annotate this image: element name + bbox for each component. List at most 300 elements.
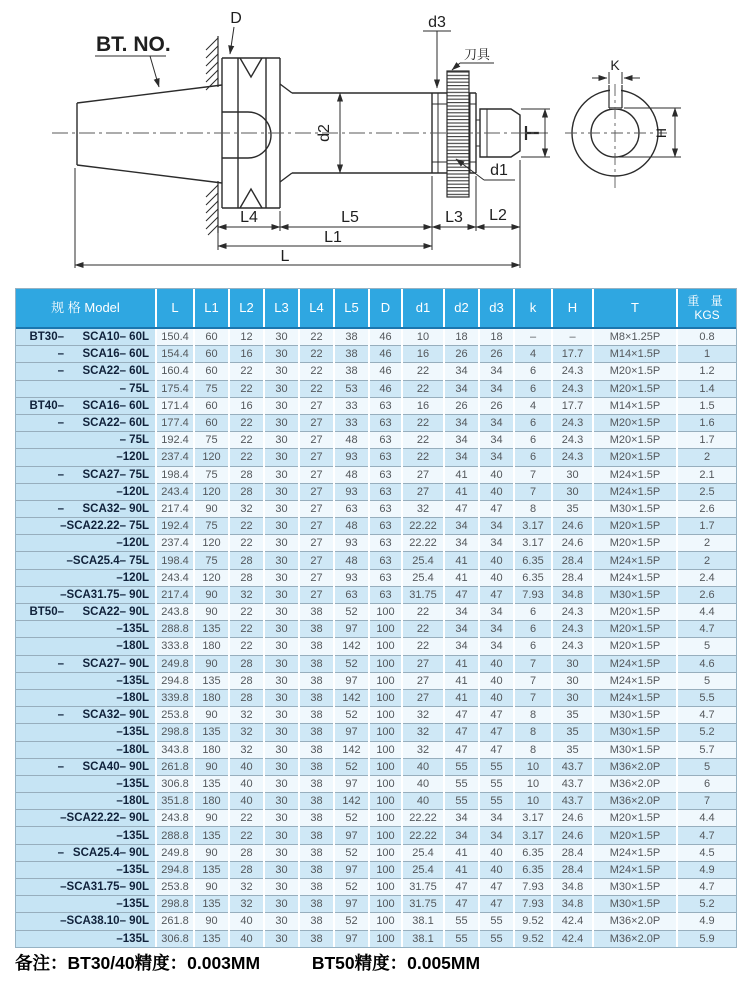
value-cell: 90: [194, 913, 229, 930]
value-cell: 34: [444, 414, 479, 431]
col-header-d1: d1: [402, 289, 444, 328]
value-cell: 2.6: [677, 586, 736, 603]
value-cell: 160.4: [156, 363, 194, 380]
value-cell: 25.4: [402, 861, 444, 878]
value-cell: 47: [444, 724, 479, 741]
dim-label-K: K: [610, 57, 620, 73]
weight-unit-label: KGS: [694, 308, 720, 322]
value-cell: 9.52: [514, 913, 552, 930]
value-cell: 63: [334, 500, 369, 517]
col-header-d3: d3: [479, 289, 514, 328]
value-cell: 38: [299, 930, 334, 947]
value-cell: 30: [264, 741, 299, 758]
value-cell: 30: [264, 500, 299, 517]
value-cell: 100: [369, 707, 402, 724]
value-cell: M24×1.5P: [593, 689, 677, 706]
model-name: SCA27– 75L: [82, 468, 149, 481]
value-cell: 6: [514, 604, 552, 621]
value-cell: 55: [444, 758, 479, 775]
value-cell: 34: [444, 380, 479, 397]
value-cell: 38: [334, 328, 369, 346]
value-cell: 217.4: [156, 586, 194, 603]
model-name: –120L: [116, 571, 149, 584]
value-cell: 5.2: [677, 724, 736, 741]
value-cell: 180: [194, 689, 229, 706]
value-cell: 180: [194, 741, 229, 758]
value-cell: 25.4: [402, 552, 444, 569]
value-cell: 1.7: [677, 432, 736, 449]
table-row: [16, 655, 736, 672]
table-row: [16, 483, 736, 500]
value-cell: 41: [444, 672, 479, 689]
model-name: SCA22– 90L: [82, 606, 149, 619]
value-cell: 237.4: [156, 449, 194, 466]
model-name: SCA22– 60L: [82, 417, 149, 430]
value-cell: 28: [229, 483, 264, 500]
table-row: [16, 672, 736, 689]
value-cell: 34: [479, 810, 514, 827]
model-name: SCA32– 90L: [82, 502, 149, 515]
value-cell: 34: [479, 449, 514, 466]
value-cell: 34: [444, 638, 479, 655]
value-cell: 28.4: [552, 844, 593, 861]
value-cell: 30: [264, 569, 299, 586]
model-cell: [16, 844, 156, 861]
value-cell: 135: [194, 827, 229, 844]
value-cell: 120: [194, 569, 229, 586]
value-cell: 10: [514, 758, 552, 775]
value-cell: 5: [677, 638, 736, 655]
value-cell: 97: [334, 861, 369, 878]
model-cell: [16, 621, 156, 638]
value-cell: 55: [444, 913, 479, 930]
model-prefix: [16, 742, 64, 758]
value-cell: 90: [194, 500, 229, 517]
model-name: SCA25.4– 90L: [72, 846, 149, 859]
value-cell: 63: [369, 518, 402, 535]
value-cell: 22: [402, 414, 444, 431]
value-cell: 27: [299, 414, 334, 431]
value-cell: 28: [229, 689, 264, 706]
value-cell: 10: [514, 775, 552, 792]
value-cell: 7: [514, 466, 552, 483]
value-cell: 38.1: [402, 930, 444, 947]
value-cell: 52: [334, 707, 369, 724]
value-cell: M30×1.5P: [593, 500, 677, 517]
value-cell: 52: [334, 758, 369, 775]
value-cell: 47: [479, 879, 514, 896]
model-cell: [16, 449, 156, 466]
value-cell: 27: [299, 569, 334, 586]
model-prefix: –: [57, 468, 64, 481]
value-cell: 24.3: [552, 432, 593, 449]
model-prefix: [16, 793, 64, 809]
value-cell: 48: [334, 432, 369, 449]
value-cell: 40: [229, 913, 264, 930]
value-cell: M30×1.5P: [593, 707, 677, 724]
value-cell: 38: [299, 827, 334, 844]
value-cell: 4.4: [677, 604, 736, 621]
value-cell: 298.8: [156, 896, 194, 913]
value-cell: M24×1.5P: [593, 844, 677, 861]
value-cell: 27: [299, 586, 334, 603]
value-cell: 34: [444, 432, 479, 449]
value-cell: 93: [334, 569, 369, 586]
value-cell: 47: [479, 707, 514, 724]
dim-label-L4: L4: [240, 209, 258, 226]
table-row: [16, 913, 736, 930]
value-cell: 97: [334, 775, 369, 792]
value-cell: 32: [402, 724, 444, 741]
model-name: –180L: [116, 743, 149, 756]
value-cell: 100: [369, 638, 402, 655]
taper-cone: [77, 85, 222, 183]
model-name: –180L: [116, 692, 149, 705]
value-cell: 97: [334, 896, 369, 913]
value-cell: 3.17: [514, 535, 552, 552]
value-cell: 16: [402, 346, 444, 363]
value-cell: 7.93: [514, 896, 552, 913]
value-cell: 24.6: [552, 827, 593, 844]
model-cell: [16, 793, 156, 810]
value-cell: 63: [369, 586, 402, 603]
value-cell: 22.22: [402, 535, 444, 552]
model-cell: [16, 741, 156, 758]
value-cell: 90: [194, 586, 229, 603]
value-cell: 30: [264, 724, 299, 741]
value-cell: 34: [479, 827, 514, 844]
value-cell: 351.8: [156, 793, 194, 810]
value-cell: 63: [369, 483, 402, 500]
table-row: [16, 346, 736, 363]
model-name: –SCA31.75– 90L: [60, 881, 149, 894]
value-cell: 38: [299, 672, 334, 689]
value-cell: 28: [229, 861, 264, 878]
value-cell: 30: [264, 810, 299, 827]
value-cell: 294.8: [156, 861, 194, 878]
value-cell: 4.4: [677, 810, 736, 827]
col-header-k: k: [514, 289, 552, 328]
value-cell: 55: [479, 775, 514, 792]
value-cell: 30: [264, 689, 299, 706]
value-cell: 34: [479, 414, 514, 431]
model-prefix: [16, 381, 64, 397]
value-cell: M20×1.5P: [593, 638, 677, 655]
value-cell: 0.8: [677, 328, 736, 346]
model-cell: [16, 913, 156, 930]
value-cell: 3.17: [514, 518, 552, 535]
col-header-L4: L4: [299, 289, 334, 328]
value-cell: 52: [334, 913, 369, 930]
value-cell: 38: [299, 655, 334, 672]
value-cell: M30×1.5P: [593, 879, 677, 896]
value-cell: 90: [194, 810, 229, 827]
value-cell: 41: [444, 466, 479, 483]
value-cell: 6.35: [514, 569, 552, 586]
value-cell: 38: [299, 896, 334, 913]
model-cell: [16, 552, 156, 569]
model-prefix: –: [57, 657, 64, 670]
table-row: [16, 930, 736, 947]
model-cell: [16, 689, 156, 706]
model-cell: [16, 810, 156, 827]
value-cell: 24.3: [552, 414, 593, 431]
value-cell: 47: [479, 741, 514, 758]
value-cell: 38: [299, 604, 334, 621]
value-cell: 30: [264, 518, 299, 535]
value-cell: 28: [229, 569, 264, 586]
value-cell: 34.8: [552, 586, 593, 603]
value-cell: 1.4: [677, 380, 736, 397]
value-cell: 40: [229, 758, 264, 775]
value-cell: 100: [369, 879, 402, 896]
value-cell: 243.8: [156, 810, 194, 827]
value-cell: 22: [299, 328, 334, 346]
value-cell: 2.6: [677, 500, 736, 517]
value-cell: 288.8: [156, 827, 194, 844]
model-prefix: –: [57, 417, 64, 430]
value-cell: 30: [264, 397, 299, 414]
value-cell: 27: [402, 655, 444, 672]
value-cell: 2: [677, 552, 736, 569]
value-cell: 60: [194, 346, 229, 363]
value-cell: 27: [299, 535, 334, 552]
value-cell: M36×2.0P: [593, 775, 677, 792]
dim-label-d2: d2: [316, 124, 333, 142]
value-cell: 249.8: [156, 844, 194, 861]
value-cell: M20×1.5P: [593, 414, 677, 431]
value-cell: 30: [264, 380, 299, 397]
value-cell: 40: [479, 672, 514, 689]
model-name: – 75L: [119, 434, 149, 447]
value-cell: 22: [402, 363, 444, 380]
table-row: [16, 328, 736, 346]
value-cell: 63: [369, 569, 402, 586]
value-cell: 135: [194, 724, 229, 741]
value-cell: 142: [334, 638, 369, 655]
value-cell: 60: [194, 397, 229, 414]
value-cell: 100: [369, 827, 402, 844]
value-cell: 16: [402, 397, 444, 414]
value-cell: 34: [479, 535, 514, 552]
value-cell: 32: [402, 500, 444, 517]
value-cell: M24×1.5P: [593, 655, 677, 672]
model-cell: [16, 930, 156, 947]
value-cell: 31.75: [402, 879, 444, 896]
dim-label-L: L: [280, 248, 290, 265]
model-prefix: [16, 449, 64, 465]
value-cell: 5.7: [677, 741, 736, 758]
value-cell: 24.3: [552, 380, 593, 397]
value-cell: 135: [194, 775, 229, 792]
value-cell: 135: [194, 896, 229, 913]
value-cell: 93: [334, 483, 369, 500]
model-name: –120L: [116, 485, 149, 498]
table-row: [16, 741, 736, 758]
table-row: [16, 535, 736, 552]
spec-table-wrap: [15, 288, 737, 948]
value-cell: 28.4: [552, 569, 593, 586]
model-prefix: [16, 828, 64, 844]
value-cell: 253.8: [156, 707, 194, 724]
model-cell: [16, 346, 156, 363]
value-cell: 100: [369, 810, 402, 827]
model-prefix: BT50–: [29, 606, 64, 619]
value-cell: 192.4: [156, 432, 194, 449]
dim-label-tool: 刀具: [463, 47, 491, 62]
table-row: [16, 793, 736, 810]
table-row: [16, 363, 736, 380]
model-cell: [16, 500, 156, 517]
value-cell: 47: [479, 724, 514, 741]
col-header-L1: L1: [194, 289, 229, 328]
value-cell: 48: [334, 552, 369, 569]
value-cell: 55: [479, 930, 514, 947]
value-cell: 27: [402, 483, 444, 500]
value-cell: 34: [479, 380, 514, 397]
value-cell: 34: [479, 604, 514, 621]
value-cell: 93: [334, 449, 369, 466]
value-cell: 31.75: [402, 896, 444, 913]
value-cell: 100: [369, 621, 402, 638]
value-cell: 34: [444, 535, 479, 552]
value-cell: 5: [677, 672, 736, 689]
value-cell: 27: [299, 397, 334, 414]
table-row: [16, 380, 736, 397]
model-prefix: [16, 570, 64, 586]
value-cell: 43.7: [552, 793, 593, 810]
value-cell: 4.7: [677, 707, 736, 724]
dim-label-L5: L5: [341, 209, 359, 226]
value-cell: 38: [299, 758, 334, 775]
value-cell: 38: [299, 861, 334, 878]
value-cell: 100: [369, 896, 402, 913]
value-cell: 100: [369, 758, 402, 775]
value-cell: 30: [264, 672, 299, 689]
spec-table: [16, 289, 736, 947]
value-cell: 22.22: [402, 810, 444, 827]
value-cell: 32: [229, 896, 264, 913]
value-cell: M24×1.5P: [593, 672, 677, 689]
value-cell: 25.4: [402, 844, 444, 861]
value-cell: 63: [369, 466, 402, 483]
value-cell: 97: [334, 672, 369, 689]
value-cell: 30: [264, 861, 299, 878]
table-row: [16, 707, 736, 724]
value-cell: 32: [402, 707, 444, 724]
value-cell: M36×2.0P: [593, 913, 677, 930]
value-cell: 60: [194, 328, 229, 346]
table-row: [16, 896, 736, 913]
value-cell: 47: [444, 896, 479, 913]
value-cell: 63: [369, 449, 402, 466]
table-row: [16, 397, 736, 414]
value-cell: 35: [552, 500, 593, 517]
model-prefix: [16, 621, 64, 637]
model-cell: [16, 414, 156, 431]
model-prefix: [16, 535, 64, 551]
value-cell: 198.4: [156, 552, 194, 569]
col-header-L: L: [156, 289, 194, 328]
value-cell: 135: [194, 621, 229, 638]
value-cell: 120: [194, 483, 229, 500]
value-cell: 40: [479, 483, 514, 500]
table-row: [16, 604, 736, 621]
value-cell: 48: [334, 466, 369, 483]
value-cell: 63: [334, 586, 369, 603]
value-cell: 6: [514, 380, 552, 397]
value-cell: 306.8: [156, 930, 194, 947]
table-row: [16, 518, 736, 535]
value-cell: 142: [334, 689, 369, 706]
value-cell: 41: [444, 552, 479, 569]
value-cell: 28: [229, 672, 264, 689]
value-cell: 40: [479, 844, 514, 861]
dim-label-D: D: [230, 10, 242, 27]
value-cell: 100: [369, 775, 402, 792]
end-view: [565, 84, 667, 188]
value-cell: 32: [229, 707, 264, 724]
value-cell: M8×1.25P: [593, 328, 677, 346]
value-cell: 30: [552, 655, 593, 672]
model-name: –135L: [116, 623, 149, 636]
model-prefix: [16, 484, 64, 500]
value-cell: 2.1: [677, 466, 736, 483]
value-cell: M20×1.5P: [593, 432, 677, 449]
value-cell: 30: [264, 775, 299, 792]
value-cell: 142: [334, 793, 369, 810]
value-cell: 30: [264, 346, 299, 363]
value-cell: 32: [229, 586, 264, 603]
value-cell: 93: [334, 535, 369, 552]
value-cell: 22: [299, 363, 334, 380]
table-row: [16, 689, 736, 706]
col-header-model: 规 格 Model: [16, 289, 156, 328]
value-cell: 237.4: [156, 535, 194, 552]
value-cell: 30: [264, 432, 299, 449]
model-name: –135L: [116, 829, 149, 842]
model-prefix: [16, 931, 64, 947]
value-cell: 30: [264, 621, 299, 638]
col-header-L3: L3: [264, 289, 299, 328]
table-row: [16, 466, 736, 483]
value-cell: 7: [514, 655, 552, 672]
model-name: SCA22– 60L: [82, 365, 149, 378]
value-cell: 343.8: [156, 741, 194, 758]
value-cell: 298.8: [156, 724, 194, 741]
value-cell: 28: [229, 655, 264, 672]
value-cell: 27: [299, 500, 334, 517]
value-cell: 22.22: [402, 518, 444, 535]
value-cell: 41: [444, 483, 479, 500]
value-cell: 97: [334, 621, 369, 638]
value-cell: 42.4: [552, 930, 593, 947]
model-cell: [16, 569, 156, 586]
model-prefix: [16, 879, 60, 895]
value-cell: 47: [444, 586, 479, 603]
value-cell: 4.7: [677, 621, 736, 638]
value-cell: 6: [514, 638, 552, 655]
value-cell: 306.8: [156, 775, 194, 792]
value-cell: 30: [264, 879, 299, 896]
value-cell: 100: [369, 741, 402, 758]
model-prefix: –: [57, 846, 64, 859]
value-cell: 1.2: [677, 363, 736, 380]
model-prefix: [16, 776, 64, 792]
value-cell: 90: [194, 655, 229, 672]
model-prefix: –: [57, 760, 64, 773]
value-cell: 100: [369, 655, 402, 672]
